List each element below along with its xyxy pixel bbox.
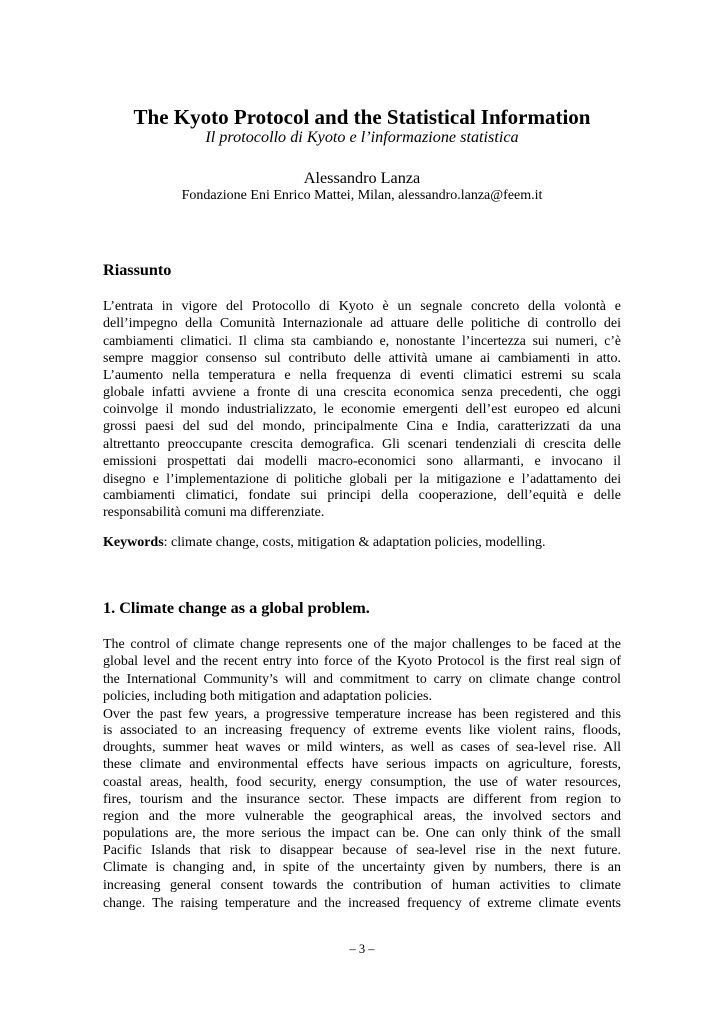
abstract-line: L’aumento nella temperatura e nella frequenza di eventi climatici estremi su scala [103, 367, 621, 383]
body-line: increasing general consent towards the contribution of human activities to climate [103, 877, 621, 893]
abstract-line: grossi paesi del sud del mondo, principalmente Cina e India, caratterizzati da una [103, 419, 621, 435]
abstract-line: emissioni prospettati dai modelli macro-economici sono allarmanti, e invocano il [103, 453, 621, 469]
abstract-line: disegno e l’implementazione di politiche globali per la mitigazione e l’adattamento dei [103, 470, 621, 486]
page-number: – 3 – [349, 942, 375, 956]
author-name: Alessandro Lanza [303, 169, 421, 187]
keywords-text: : climate change, costs, mitigation & adaptation policies, modelling. [163, 535, 546, 550]
abstract-paragraph [103, 298, 621, 521]
body-line: is associated to an increasing frequency of extreme events like violent rains, floods, [103, 722, 621, 738]
abstract-line: coinvolge il mondo industrializzato, le economie emergenti dell’est europeo ed alcuni [103, 402, 621, 418]
body-line: change. The raising temperature and the increased frequency of extreme climate events [103, 894, 621, 910]
author-affiliation: Fondazione Eni Enrico Mattei, Milan, alessandro.lanza@feem.it [181, 188, 543, 203]
abstract-line: responsabilità comuni ma differenziate. [103, 505, 325, 521]
abstract-line: dell’impegno della Comunità Internazionale ad attuare delle politiche di controllo dei [103, 316, 621, 332]
body-line: populations are, the more serious the impact can be. One can only think of the small [103, 826, 621, 842]
paper-subtitle: Il protocollo di Kyoto e l’informazione statistica [205, 128, 519, 146]
abstract-line: globale infatti avviene a fronte di una crescita economica senza precedenti, che oggi [103, 384, 621, 400]
abstract-line: altrettanto preoccupante crescita demografica. Gli scenari tendenziali di crescita delle [103, 436, 621, 452]
document-page [103, 0, 621, 1024]
body-line: The control of climate change represents one of the major challenges to be faced at the [103, 637, 621, 652]
body-line: these climate and environmental effects have serious impacts on agriculture, forests, [103, 757, 621, 773]
body-line: fires, tourism and the insurance sector. These impacts are different from region to [103, 791, 621, 807]
keywords-label: Keywords [103, 535, 164, 550]
abstract-heading: Riassunto [103, 261, 172, 279]
keywords [103, 533, 621, 553]
abstract-line: sempre maggior consenso sul contributo delle attività umane ai cambiamenti in atto. [103, 350, 621, 366]
abstract-line: L’entrata in vigore del Protocollo di Kyoto è un segnale concreto della volontà e [103, 299, 621, 314]
body-line: coastal areas, health, food security, energy consumption, the use of water resources, [103, 774, 621, 790]
paper-title: The Kyoto Protocol and the Statistical Information [133, 105, 591, 129]
body-line: droughts, summer heat waves or mild winters, as well as cases of sea-level rise. All [103, 740, 621, 756]
abstract-line: cambiamenti climatici. Il clima sta cambiando e, nonostante l’incertezza sui numeri, c’è [103, 333, 621, 349]
body-line: Climate is changing and, in spite of the uncertainty given by numbers, there is an [103, 860, 621, 876]
abstract-line: cambiamenti climatici, fondate sui principi della cooperazione, dell’equità e delle [103, 488, 621, 504]
body-line: Pacific Islands that risk to disappear because of sea-level rise in the next future. [103, 843, 621, 859]
body-line: global level and the recent entry into force of the Kyoto Protocol is the first real sign of [103, 654, 621, 670]
body-line: Over the past few years, a progressive temperature increase has been registered and this [103, 705, 621, 721]
section-heading: 1. Climate change as a global problem. [103, 599, 370, 617]
body-line: policies, including both mitigation and adaptation policies. [103, 688, 432, 704]
section-body [103, 636, 621, 911]
body-line: region and the more vulnerable the geographical areas, the involved sectors and [103, 808, 621, 824]
body-line: the International Community’s will and commitment to carry on climate change control [103, 671, 621, 687]
